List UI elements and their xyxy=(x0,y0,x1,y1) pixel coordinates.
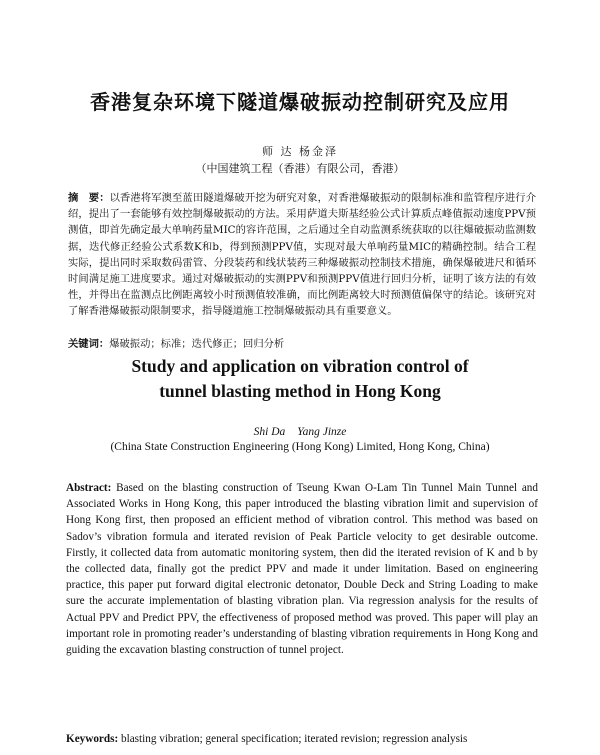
chinese-abstract-label: 摘 要： xyxy=(68,192,110,204)
chinese-keywords-label: 关键词： xyxy=(68,338,110,350)
english-keywords xyxy=(66,732,542,747)
english-authors xyxy=(0,426,600,438)
chinese-abstract xyxy=(68,190,536,320)
english-keywords-text: blasting vibration; general specification; iterated revision; regression analysis xyxy=(118,733,468,745)
english-title-line-1: Study and application on vibration control of xyxy=(131,356,469,376)
english-author-2: Yang Jinze xyxy=(297,426,347,438)
english-title-line-2: tunnel blasting method in Hong Kong xyxy=(159,381,441,401)
english-title xyxy=(0,354,600,404)
chinese-abstract-text: 以香港将军澳至蓝田隧道爆破开挖为研究对象，对香港爆破振动的限制标准和监管程序进行介绍，提出了一套能够有效控制爆破振动的方法。采用萨道夫斯基经验公式计算质点峰值振动速度PPV预测值，即首先确定最大单响药量MIC的容许范围，之后通过全自动监测系统获取的以往爆破振动监测数据，迭代修正经验公式系数K和b，得到预测PPV值，实现对最大单响药量MIC的精确控制。结合工程实际，提出同时采取数码雷管、分段装药和线状装药三种爆破振动控制技术措施，确保爆破进尺和循环时间满足施工进度要求。通过对爆破振动的实测PPV和预测PPV值进行回归分析，证明了该方法的有效性，并得出在监测点比例距离较小时预测值较准确，而比例距离较大时预测值偏保守的结论。该研究对了解香港爆破振动限制要求，指导隧道施工控制爆破振动具有重要意义。 xyxy=(68,192,536,318)
english-abstract-label: Abstract: xyxy=(66,482,112,494)
chinese-title: 香港复杂环境下隧道爆破振动控制研究及应用 xyxy=(90,90,510,114)
english-affiliation: (China State Construction Engineering (Hong Kong) Limited, Hong Kong, China) xyxy=(110,441,490,453)
chinese-keywords xyxy=(68,336,536,352)
chinese-keywords-text: 爆破振动；标准；迭代修正；回归分析 xyxy=(109,338,285,350)
english-keywords-label: Keywords: xyxy=(66,733,119,745)
english-author-1: Shi Da xyxy=(253,426,286,438)
english-abstract xyxy=(66,480,538,658)
chinese-authors: 师 达 杨金泽 xyxy=(262,145,338,158)
english-abstract-text: Based on the blasting construction of Tseung Kwan O-Lam Tin Tunnel Main Tunnel and Associated Works in Hong Kong, this paper introduced the blasting vibration limit and supervision of Hong Kong first, then proposed an efficient method of vibration control. This method was based on Sadov’s vibration formula and iterated revision of Peak Particle velocity to get desirable outcome. Firstly, it collected data from automatic monitoring system, then did the iterated revision of K and b by the collected data, finally got the predict PPV and made it under limitation. Based on engineering practice, this paper put forward digital electronic detonator, Double Deck and String Loading to make sure the accurate implementation of blasting vibration plan. Via regression analysis for the results of Actual PPV and Predict PPV, the effectiveness of proposed method was proved. This paper will play an important role in promoting reader’s understanding of blasting vibration requirements in Hong Kong and guiding the excavation blasting construction of tunnel project. xyxy=(66,482,538,657)
chinese-affiliation: （中国建筑工程（香港）有限公司，香港） xyxy=(195,162,405,175)
